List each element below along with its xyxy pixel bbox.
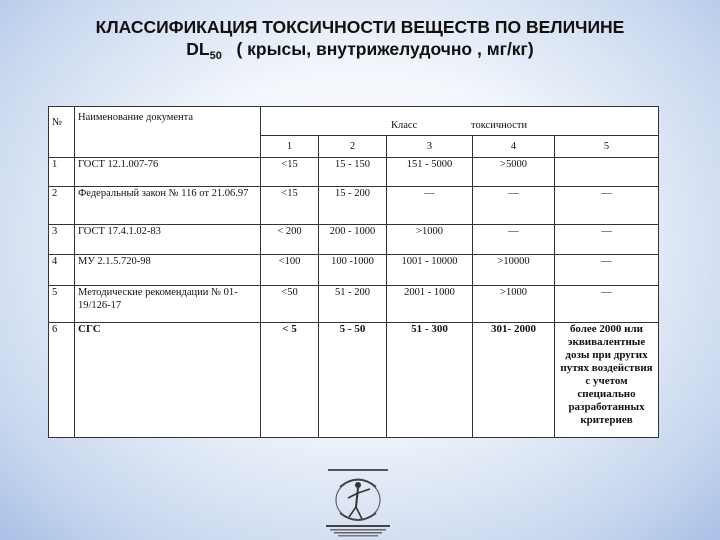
row-name: МУ 2.1.5.720-98 — [75, 255, 261, 286]
row-value: 301- 2000 — [473, 323, 555, 438]
row-value: >10000 — [473, 255, 555, 286]
row-name: ГОСТ 17.4.1.02-83 — [75, 225, 261, 255]
row-value — [555, 158, 659, 187]
class-1: 1 — [261, 136, 319, 158]
row-value: 100 -1000 — [319, 255, 387, 286]
row-value: <100 — [261, 255, 319, 286]
row-name: ГОСТ 12.1.007-76 — [75, 158, 261, 187]
table-row — [49, 158, 659, 187]
header-class-group — [261, 107, 659, 136]
row-value: — — [387, 187, 473, 225]
table-row — [49, 225, 659, 255]
row-name: Методические рекомендации № 01-19/126-17 — [75, 286, 261, 323]
row-value: — — [555, 255, 659, 286]
header-toxicity-label: токсичности — [471, 120, 528, 131]
row-num: 6 — [49, 323, 75, 438]
table-row — [49, 323, 659, 438]
table-row — [49, 286, 659, 323]
row-value: — — [555, 286, 659, 323]
row-num: 2 — [49, 187, 75, 225]
row-value: 151 - 5000 — [387, 158, 473, 187]
table-row — [49, 187, 659, 225]
row-name: СГС — [75, 323, 261, 438]
row-value: 2001 - 1000 — [387, 286, 473, 323]
row-num: 4 — [49, 255, 75, 286]
row-value: >1000 — [387, 225, 473, 255]
row-value: 200 - 1000 — [319, 225, 387, 255]
row-value: 51 - 200 — [319, 286, 387, 323]
row-value: более 2000 или эквивалентные дозы при других путях воздействия с учетом специально разработанных критериев — [555, 323, 659, 438]
row-num: 5 — [49, 286, 75, 323]
class-4: 4 — [473, 136, 555, 158]
class-3: 3 — [387, 136, 473, 158]
row-value: — — [555, 225, 659, 255]
row-name: Федеральный закон № 116 от 21.06.97 — [75, 187, 261, 225]
row-value: 1001 - 10000 — [387, 255, 473, 286]
title-dl: DL — [186, 39, 210, 59]
row-value: <15 — [261, 158, 319, 187]
row-value: >1000 — [473, 286, 555, 323]
row-value: — — [555, 187, 659, 225]
header-name: Наименование документа — [75, 107, 261, 158]
title-units: ( крысы, внутрижелудочно , мг/кг) — [236, 39, 534, 59]
row-value: < 200 — [261, 225, 319, 255]
title-dl-subscript: 50 — [209, 50, 222, 62]
toxicity-table — [48, 106, 659, 438]
row-value: 5 - 50 — [319, 323, 387, 438]
row-value: 15 - 200 — [319, 187, 387, 225]
title-line-2 — [0, 38, 720, 63]
row-num: 1 — [49, 158, 75, 187]
row-value: 51 - 300 — [387, 323, 473, 438]
class-2: 2 — [319, 136, 387, 158]
row-value: — — [473, 187, 555, 225]
table-header-row — [49, 107, 659, 136]
header-num: № — [49, 107, 75, 158]
row-value: <15 — [261, 187, 319, 225]
page-title — [0, 16, 720, 63]
row-value: < 5 — [261, 323, 319, 438]
organization-logo-icon — [318, 467, 398, 540]
row-value: <50 — [261, 286, 319, 323]
table-row — [49, 255, 659, 286]
title-line-1: КЛАССИФИКАЦИЯ ТОКСИЧНОСТИ ВЕЩЕСТВ ПО ВЕЛИЧИНЕ — [95, 17, 625, 37]
row-value: >5000 — [473, 158, 555, 187]
class-5: 5 — [555, 136, 659, 158]
row-value: — — [473, 225, 555, 255]
row-value: 15 - 150 — [319, 158, 387, 187]
header-class-label: Класс — [391, 120, 418, 131]
row-num: 3 — [49, 225, 75, 255]
